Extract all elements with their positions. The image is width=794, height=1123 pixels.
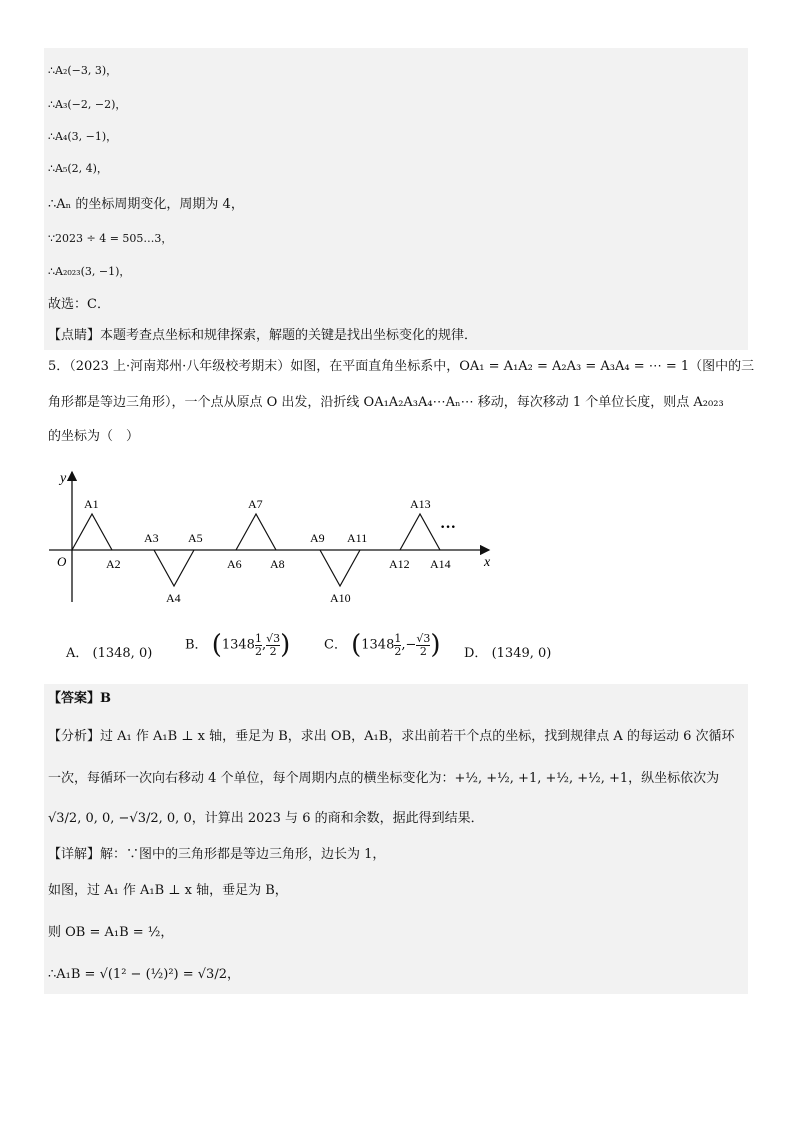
point-label: A7 <box>248 497 263 511</box>
axis-label-y: y <box>60 471 67 486</box>
numerator: √3 <box>416 631 431 645</box>
analysis-line-2: 一次，每循环一次向右移动 4 个单位，每个周期内点的横坐标变化为：+½, +½, +1, +½, +½, +1，纵坐标依次为 <box>48 771 720 786</box>
solution-line: 故选：C． <box>48 297 110 312</box>
detail-line-4: ∴A₁B = √(1² − (½)²) = √3/2， <box>48 967 240 982</box>
numerator: √3 <box>266 631 281 645</box>
point-label: A2 <box>106 557 121 571</box>
option-a-letter: A． <box>66 646 89 661</box>
detail-line-1: 【详解】解：∵图中的三角形都是等边三角形，边长为 1， <box>48 847 386 862</box>
triangle-up <box>400 514 440 550</box>
option-b-yfrac <box>266 633 280 658</box>
solution-line: ∴A₅(2, 4)， <box>48 162 108 175</box>
detail-line-2: 如图，过 A₁ 作 A₁B ⊥ x 轴，垂足为 B， <box>48 883 288 898</box>
option-c-letter: C． <box>324 637 347 653</box>
question-number: 5． <box>48 359 70 374</box>
option-c-int: 1348 <box>361 637 395 653</box>
solution-line: ∵2023 ÷ 4 = 505…3， <box>48 232 173 245</box>
coordinate-figure <box>44 462 504 612</box>
option-a-value: (1348, 0) <box>92 646 153 661</box>
point-label: A8 <box>270 557 285 571</box>
numerator: 1 <box>394 631 402 645</box>
denominator: 2 <box>394 644 402 658</box>
point-label: A10 <box>330 591 351 605</box>
option-a <box>66 642 152 661</box>
option-d-letter: D． <box>464 646 488 661</box>
numerator: 1 <box>254 631 262 645</box>
question-line-2: 角形都是等边三角形），一个点从原点 O 出发，沿折线 OA₁A₂A₃A₄⋯Aₙ⋯ 移动，每次移动 1 个单位长度，则点 A₂₀₂₃ <box>48 395 724 410</box>
point-label: A13 <box>410 497 431 511</box>
point-label: A1 <box>84 497 99 511</box>
question-line-3: 的坐标为（ ） <box>48 429 140 444</box>
option-d-value: (1349, 0) <box>491 646 552 661</box>
triangle-up <box>236 514 276 550</box>
triangle-down <box>320 550 360 586</box>
question-source: （2023 上·河南郑州·八年级校考期末） <box>69 359 291 374</box>
analysis-line-1: 【分析】过 A₁ 作 A₁B ⊥ x 轴，垂足为 B，求出 OB，A₁B，求出前若干个点的坐标，找到规律点 A 的每运动 6 次循环 <box>48 729 735 744</box>
question-line-1 <box>48 358 754 376</box>
point-label: A5 <box>188 531 203 545</box>
point-label: A12 <box>389 557 410 571</box>
question-text-1: 如图，在平面直角坐标系中，OA₁ = A₁A₂ = A₂A₃ = A₃A₄ = ⋯ = 1（图中的三 <box>290 359 755 374</box>
option-b-letter: B． <box>185 637 208 653</box>
solution-line: ∴A₂₀₂₃(3, −1)， <box>48 265 131 278</box>
point-label: A3 <box>144 531 159 545</box>
option-c-yfrac <box>416 633 430 658</box>
point-label: A6 <box>227 557 242 571</box>
answer-label: 【答案】B <box>48 691 111 706</box>
solution-line: ∴A₂(−3, 3)， <box>48 64 118 77</box>
option-d <box>464 642 551 661</box>
triangle-down <box>154 550 194 586</box>
option-b: B． (1348 $\frac{1}{2}$ , $\frac{√3}{2}$ ) <box>185 630 291 660</box>
solution-line: ∴A₃(−2, −2)， <box>48 98 127 111</box>
point-label: A14 <box>430 557 451 571</box>
denominator: 2 <box>266 645 280 658</box>
point-label: A4 <box>166 591 181 605</box>
option-b-int: 1348 <box>221 637 255 653</box>
origin-label: O <box>57 554 67 569</box>
point-label: A11 <box>347 531 368 545</box>
triangle-up <box>72 514 112 550</box>
detail-line-3: 则 OB = A₁B = ½， <box>48 925 174 940</box>
solution-line: ∴A₄(3, −1)， <box>48 130 118 143</box>
point-label: A9 <box>310 531 325 545</box>
ellipsis: ··· <box>440 519 457 536</box>
analysis-line-3: √3/2, 0, 0, −√3/2, 0, 0，计算出 2023 与 6 的商和余数，据此得到结果． <box>48 811 484 826</box>
denominator: 2 <box>254 644 262 658</box>
option-c: C． (1348 $\frac{1}{2}$ ,− $\frac{√3}{2}$ ) <box>324 630 441 660</box>
comment-line: 【点睛】本题考查点坐标和规律探索，解题的关键是找出坐标变化的规律． <box>48 328 478 343</box>
solution-line: ∴Aₙ 的坐标周期变化，周期为 4， <box>48 197 244 212</box>
axis-label-x: x <box>484 555 491 570</box>
option-b-frac <box>255 633 262 658</box>
denominator: 2 <box>416 645 430 658</box>
